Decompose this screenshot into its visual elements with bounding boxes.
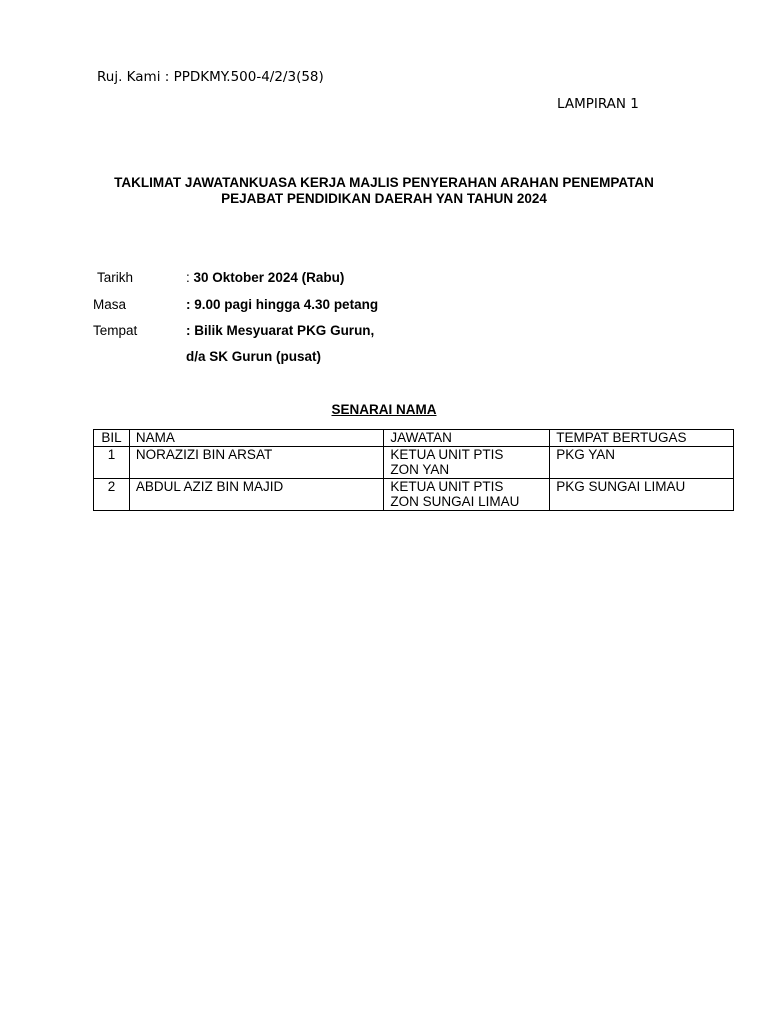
column-header-tempat: TEMPAT BERTUGAS — [550, 430, 734, 447]
place-row-2 — [186, 349, 321, 364]
row-bil: 1 — [94, 446, 130, 478]
date-colon: : — [186, 270, 190, 285]
place-value-line-2: d/a SK Gurun (pusat) — [186, 349, 321, 364]
column-header-nama: NAMA — [129, 430, 383, 447]
row-jawatan — [384, 446, 550, 478]
time-label: Masa — [93, 297, 127, 312]
place-colon: : — [186, 323, 191, 338]
row-nama: ABDUL AZIZ BIN MAJID — [129, 478, 383, 510]
row-tempat: PKG YAN — [550, 446, 734, 478]
time-value: 9.00 pagi hingga 4.30 petang — [194, 297, 379, 312]
date-value-wrap — [186, 270, 344, 285]
document-title — [94, 175, 674, 207]
name-list-table — [93, 429, 734, 511]
table-header-row — [94, 430, 734, 447]
row-tempat: PKG SUNGAI LIMAU — [550, 478, 734, 510]
row-jawatan — [384, 478, 550, 510]
row-jawatan-line-2: ZON YAN — [390, 462, 450, 477]
time-colon: : — [186, 297, 191, 312]
column-header-bil: BIL — [94, 430, 130, 447]
table-row — [94, 446, 734, 478]
date-value: 30 Oktober 2024 (Rabu) — [193, 270, 345, 285]
list-heading: SENARAI NAMA — [331, 402, 437, 417]
row-jawatan-line-1: KETUA UNIT PTIS — [390, 446, 504, 462]
row-jawatan-line-2: ZON SUNGAI LIMAU — [390, 494, 520, 509]
attachment-label: LAMPIRAN 1 — [557, 96, 639, 112]
row-bil: 2 — [94, 478, 130, 510]
time-value-wrap — [186, 297, 378, 312]
column-header-jawatan: JAWATAN — [384, 430, 550, 447]
reference-number: Ruj. Kami : PPDKMY.500-4/2/3(58) — [97, 69, 324, 85]
table-row — [94, 478, 734, 510]
place-value: Bilik Mesyuarat PKG Gurun, — [194, 323, 375, 338]
place-value-wrap — [186, 323, 374, 338]
row-nama: NORAZIZI BIN ARSAT — [129, 446, 383, 478]
row-jawatan-line-1: KETUA UNIT PTIS — [390, 478, 504, 494]
place-label: Tempat — [93, 323, 138, 338]
date-label: Tarikh — [97, 270, 134, 285]
title-line-2: PEJABAT PENDIDIKAN DAERAH YAN TAHUN 2024 — [221, 191, 547, 206]
title-line-1: TAKLIMAT JAWATANKUASA KERJA MAJLIS PENYERAHAN ARAHAN PENEMPATAN — [114, 175, 654, 190]
